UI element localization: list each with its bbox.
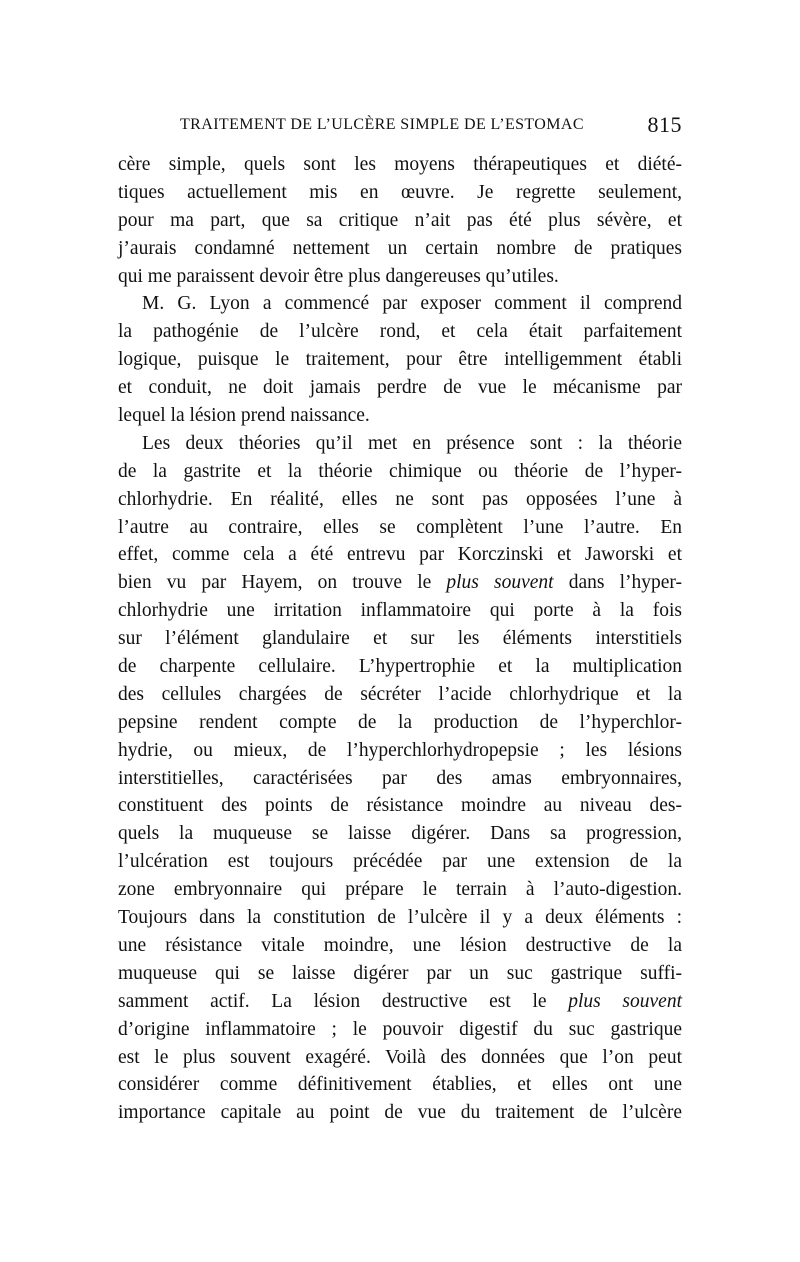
italic-emphasis: plus souvent: [568, 990, 682, 1012]
text-line-with-emphasis: [118, 988, 682, 1016]
text-line: hydrie, ou mieux, de l’hyperchlorhydropepsie ; les lésions: [118, 739, 682, 761]
text-line-with-emphasis: [118, 569, 682, 597]
text-line: lequel la lésion prend naissance.: [118, 405, 370, 427]
text-line: interstitielles, caractérisées par des amas embryonnaires,: [118, 767, 682, 789]
line-text-before-emphasis: bien vu par Hayem, on trouve le: [118, 572, 447, 594]
text-line: des cellules chargées de sécréter l’acide chlorhydrique et la: [118, 683, 682, 705]
text-line: sur l’élément glandulaire et sur les éléments interstitiels: [118, 628, 682, 650]
text-line: de la gastrite et la théorie chimique ou théorie de l’hyper-: [118, 460, 682, 482]
paragraph-3: [118, 430, 682, 1127]
text-line: qui me paraissent devoir être plus dangereuses qu’utiles.: [118, 265, 559, 287]
text-line: chlorhydrie. En réalité, elles ne sont pas opposées l’une à: [118, 488, 682, 510]
text-line: pour ma part, que sa critique n’ait pas été plus sévère, et: [118, 209, 682, 231]
text-line: M. G. Lyon a commencé par exposer comment il comprend: [142, 293, 682, 315]
text-line: d’origine inflammatoire ; le pouvoir digestif du suc gastrique: [118, 1018, 682, 1040]
text-line: l’ulcération est toujours précédée par une extension de la: [118, 851, 682, 873]
line-text-after-emphasis: dans l’hyper-: [553, 572, 682, 594]
paragraph-1: [118, 151, 682, 290]
text-line: effet, comme cela a été entrevu par Korczinski et Jaworski et: [118, 544, 682, 566]
text-line: pepsine rendent compte de la production de l’hyperchlor-: [118, 711, 682, 733]
text-line: une résistance vitale moindre, une lésion destructive de la: [118, 934, 682, 956]
line-text-before-emphasis: samment actif. La lésion destructive est le: [118, 990, 569, 1012]
text-line: Toujours dans la constitution de l’ulcère il y a deux éléments :: [118, 907, 682, 929]
text-line: la pathogénie de l’ulcère rond, et cela était parfaitement: [118, 321, 682, 343]
italic-emphasis: plus souvent: [446, 572, 554, 594]
text-line: importance capitale au point de vue du traitement de l’ulcère: [118, 1102, 682, 1124]
page-number: 815: [647, 112, 682, 137]
text-line: muqueuse qui se laisse digérer par un suc gastrique suffi-: [118, 962, 682, 984]
text-line: zone embryonnaire qui prépare le terrain à l’auto-digestion.: [118, 879, 682, 901]
text-line: et conduit, ne doit jamais perdre de vue le mécanisme par: [118, 377, 682, 399]
text-line: chlorhydrie une irritation inflammatoire qui porte à la fois: [118, 600, 682, 622]
text-line: Les deux théories qu’il met en présence sont : la théorie: [142, 432, 682, 454]
text-line: logique, puisque le traitement, pour être intelligemment établi: [118, 349, 682, 371]
text-line: cère simple, quels sont les moyens thérapeutiques et diété-: [118, 154, 682, 175]
text-line: est le plus souvent exagéré. Voilà des données que l’on peut: [118, 1046, 682, 1068]
text-line: quels la muqueuse se laisse digérer. Dans sa progression,: [118, 823, 682, 845]
paragraph-2: [118, 290, 682, 429]
text-line: tiques actuellement mis en œuvre. Je regrette seulement,: [118, 181, 682, 203]
text-line: l’autre au contraire, elles se complètent l’une l’autre. En: [118, 516, 682, 538]
running-header: [118, 112, 682, 142]
running-title: TRAITEMENT DE L’ULCÈRE SIMPLE DE L’ESTOMAC: [180, 116, 584, 133]
text-line: considérer comme définitivement établies, et elles ont une: [118, 1074, 682, 1096]
text-line: j’aurais condamné nettement un certain nombre de pratiques: [118, 237, 682, 259]
text-line: de charpente cellulaire. L’hypertrophie et la multiplication: [118, 656, 682, 678]
body-text: [118, 151, 682, 1127]
text-line: constituent des points de résistance moindre au niveau des-: [118, 795, 682, 817]
